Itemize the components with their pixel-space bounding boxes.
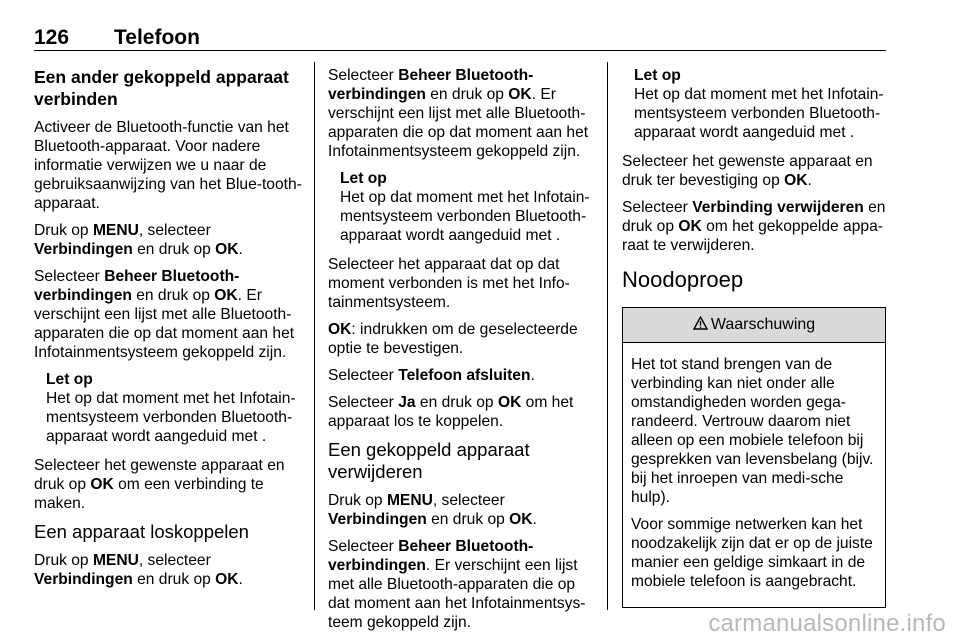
heading-emergency-call: Noodoproep xyxy=(622,267,744,292)
paragraph: Selecteer Beheer Bluetooth-verbindingen en druk op OK. Er verschijnt een lijst met alle Bluetooth-apparaten die op dat moment aan het Infotainmentsysteem gekoppeld zijn. xyxy=(34,268,295,361)
column-1 xyxy=(34,66,302,597)
column-divider-2 xyxy=(607,62,608,610)
warning-icon xyxy=(693,308,708,342)
paragraph: Druk op MENU, selecteer Verbindingen en druk op OK. xyxy=(34,222,243,258)
warning-paragraph: Voor sommige netwerken kan het noodzakelijk zijn dat er op de juiste manier een geldige simkaart in de mobiele telefoon is aangebracht. xyxy=(631,516,873,590)
column-divider-1 xyxy=(314,62,315,610)
paragraph: Selecteer het gewenste apparaat en druk ter bevestiging op OK. xyxy=(622,153,873,189)
note xyxy=(340,169,596,245)
note-body: Het op dat moment met het Infotain-mentsysteem verbonden Bluetooth-apparaat wordt aangeduid met . xyxy=(340,189,590,244)
heading-remove-paired-device: Een gekoppeld apparaat verwijderen xyxy=(328,439,530,482)
paragraph: Selecteer Beheer Bluetooth-verbindingen. Er verschijnt een lijst met alle Bluetooth-apparaten die op dat moment aan het Infotainmentsys-teem gekoppeld zijn. xyxy=(328,538,586,631)
note-body: Het op dat moment met het Infotain-mentsysteem verbonden Bluetooth-apparaat wordt aangeduid met . xyxy=(634,86,884,141)
header-rule xyxy=(34,50,886,51)
page-number: 126 xyxy=(34,26,70,49)
warning-paragraph: Het tot stand brengen van de verbinding kan niet onder alle omstandigheden worden gega-randeerd. Vertrouw daarom niet alleen op een mobiele telefoon bij gesprekken van levensbelang (bijv. bij het inroepen van medi-sche hulp). xyxy=(631,356,874,506)
paragraph: Selecteer Verbinding verwijderen en druk op OK om het gekoppelde appa-raat te verwijderen. xyxy=(622,199,886,254)
warning-title: Waarschuwing xyxy=(710,316,816,333)
note xyxy=(634,66,886,142)
paragraph: Selecteer Ja en druk op OK om het apparaat los te koppelen. xyxy=(328,394,574,430)
paragraph: Selecteer Telefoon afsluiten. xyxy=(328,367,535,384)
paragraph: Selecteer het apparaat dat op dat moment verbonden is met het Info-tainmentsysteem. xyxy=(328,256,570,311)
page-section-title: Telefoon xyxy=(114,26,200,49)
paragraph: OK: indrukken om de geselecteerde optie te bevestigen. xyxy=(328,321,578,357)
note xyxy=(46,370,302,446)
warning-header xyxy=(623,308,885,343)
note-title: Let op xyxy=(46,371,93,388)
page-header xyxy=(34,26,886,52)
paragraph: Druk op MENU, selecteer Verbindingen en druk op OK. xyxy=(328,492,537,528)
paragraph: Selecteer het gewenste apparaat en druk op OK om een verbinding te maken. xyxy=(34,457,285,512)
watermark: carmanualsonline.info xyxy=(708,610,946,637)
note-title: Let op xyxy=(634,67,681,84)
paragraph: Activeer de Bluetooth-functie van het Bluetooth-apparaat. Voor nadere informatie verwijzen we u naar de gebruiksaanwijzing van het Blue-tooth-apparaat. xyxy=(34,119,302,212)
note-title: Let op xyxy=(340,170,387,187)
warning-box xyxy=(622,307,886,608)
column-3 xyxy=(622,66,886,608)
note-body: Het op dat moment met het Infotain-mentsysteem verbonden Bluetooth-apparaat wordt aangeduid met . xyxy=(46,390,296,445)
paragraph: Selecteer Beheer Bluetooth-verbindingen en druk op OK. Er verschijnt een lijst met alle Bluetooth-apparaten die op dat moment aan het Infotainmentsysteem gekoppeld zijn. xyxy=(328,67,589,160)
warning-content xyxy=(623,343,885,607)
column-2 xyxy=(328,66,596,640)
paragraph: Druk op MENU, selecteer Verbindingen en druk op OK. xyxy=(34,552,243,588)
heading-disconnect-device: Een apparaat loskoppelen xyxy=(34,521,249,542)
heading-connect-other-device: Een ander gekoppeld apparaat verbinden xyxy=(34,67,289,109)
